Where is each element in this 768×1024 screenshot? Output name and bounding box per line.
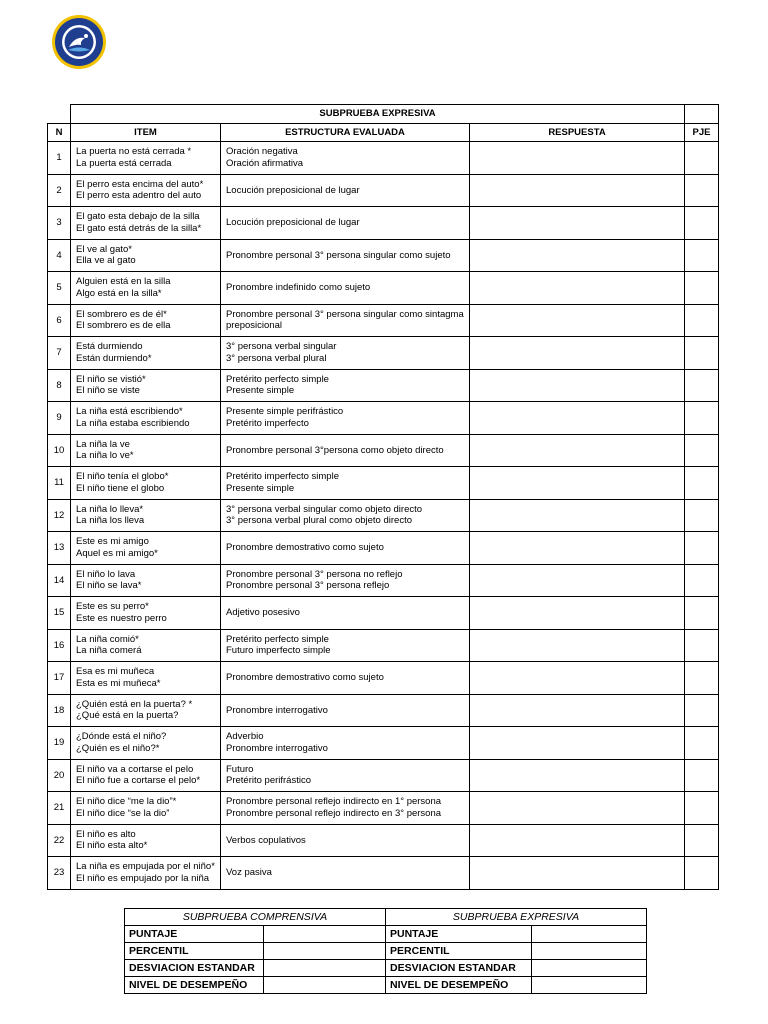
score-cell (685, 239, 719, 272)
item-sentence: El gato esta debajo de la silla (76, 211, 200, 223)
item-sentences (71, 142, 221, 175)
item-sentence: El niño es alto (76, 828, 136, 840)
response-cell (470, 239, 685, 272)
col-header-respuesta: RESPUESTA (470, 124, 685, 142)
response-cell (470, 304, 685, 337)
item-sentence: La niña es empujada por el niño* (76, 861, 215, 873)
item-sentence: La niña estaba escribiendo (76, 417, 190, 429)
table-row (48, 207, 719, 240)
score-cell (685, 207, 719, 240)
structure-line: Pronombre interrogativo (226, 704, 328, 716)
summary-right-value (532, 926, 647, 943)
table-row (48, 434, 719, 467)
item-sentence: El niño se vistió* (76, 373, 146, 385)
table-row (48, 337, 719, 370)
evaluated-structure (221, 142, 470, 175)
structure-line: 3° persona verbal plural (226, 352, 327, 364)
item-sentence: El gato está detrás de la silla* (76, 222, 202, 234)
summary-scores-table (124, 908, 647, 994)
table-row (48, 564, 719, 597)
score-cell (685, 629, 719, 662)
item-number: 11 (48, 467, 71, 500)
structure-line: Oración afirmativa (226, 157, 304, 169)
summary-left-title: SUBPRUEBA COMPRENSIVA (125, 909, 386, 926)
summary-row (125, 943, 647, 960)
item-sentence: Están durmiendo* (76, 352, 152, 364)
summary-left-label: PUNTAJE (125, 926, 264, 943)
response-cell (470, 662, 685, 695)
item-number: 21 (48, 792, 71, 825)
structure-line: Pronombre demostrativo como sujeto (226, 672, 384, 683)
evaluated-structure (221, 304, 470, 337)
item-number: 9 (48, 402, 71, 435)
response-cell (470, 369, 685, 402)
score-cell (685, 337, 719, 370)
item-sentences (71, 662, 221, 695)
item-sentence: Está durmiendo (76, 341, 143, 353)
evaluated-structure (221, 597, 470, 630)
summary-left-value (264, 943, 386, 960)
evaluated-structure (221, 694, 470, 727)
item-sentence: La niña lo lleva* (76, 503, 144, 515)
score-cell (685, 532, 719, 565)
structure-line: Verbos copulativos (226, 834, 306, 846)
response-cell (470, 857, 685, 890)
item-sentence: El perro esta encima del auto* (76, 178, 204, 190)
structure-line: Voz pasiva (226, 867, 272, 878)
item-number: 18 (48, 694, 71, 727)
table-row (48, 759, 719, 792)
summary-right-value (532, 977, 647, 994)
item-sentences (71, 759, 221, 792)
structure-line: Pronombre indefinido como sujeto (226, 282, 371, 293)
table-row (48, 499, 719, 532)
score-cell (685, 434, 719, 467)
item-number: 19 (48, 727, 71, 760)
item-sentences (71, 694, 221, 727)
structure-line: Pretérito perfecto simple (226, 373, 329, 385)
score-cell (685, 792, 719, 825)
evaluated-structure (221, 857, 470, 890)
score-cell (685, 369, 719, 402)
item-sentences (71, 304, 221, 337)
item-sentence: El niño fue a cortarse el pelo* (76, 775, 201, 787)
item-sentence: La niña comió* (76, 633, 139, 645)
summary-right-label: PUNTAJE (386, 926, 532, 943)
table-row (48, 727, 719, 760)
structure-line: Pronombre personal 3° persona singular como sintagma (226, 308, 464, 320)
score-cell (685, 174, 719, 207)
item-sentence: Este es mi amigo (76, 536, 149, 548)
summary-left-label: PERCENTIL (125, 943, 264, 960)
item-sentences (71, 629, 221, 662)
item-sentence: La niña está escribiendo* (76, 406, 183, 418)
structure-line: Oración negativa (226, 146, 298, 158)
summary-right-title: SUBPRUEBA EXPRESIVA (386, 909, 647, 926)
summary-left-value (264, 977, 386, 994)
structure-line: Pronombre personal 3° persona singular como sujeto (226, 249, 451, 261)
table-row (48, 857, 719, 890)
structure-line: Pronombre interrogativo (226, 742, 328, 754)
item-sentences (71, 499, 221, 532)
evaluated-structure (221, 532, 470, 565)
item-number: 2 (48, 174, 71, 207)
structure-line: 3° persona verbal plural como objeto directo (226, 515, 412, 527)
structure-line: Pretérito perfecto simple (226, 633, 329, 645)
evaluated-structure (221, 272, 470, 305)
item-sentence: ¿Dónde está el niño? (76, 731, 167, 743)
response-cell (470, 759, 685, 792)
structure-line: Pretérito imperfecto (226, 417, 309, 429)
evaluated-structure (221, 499, 470, 532)
table-row (48, 239, 719, 272)
evaluated-structure (221, 727, 470, 760)
summary-left-label: DESVIACION ESTANDAR (125, 960, 264, 977)
response-cell (470, 727, 685, 760)
item-sentence: Este es nuestro perro (76, 612, 167, 624)
table-row (48, 824, 719, 857)
item-number: 10 (48, 434, 71, 467)
summary-right-value (532, 943, 647, 960)
item-number: 5 (48, 272, 71, 305)
score-cell (685, 857, 719, 890)
item-sentence: El niño tenía el globo* (76, 471, 169, 483)
item-sentence: La puerta está cerrada (76, 157, 172, 169)
item-sentence: El perro esta adentro del auto (76, 190, 202, 202)
evaluated-structure (221, 207, 470, 240)
response-cell (470, 402, 685, 435)
item-sentences (71, 857, 221, 890)
item-sentence: La niña comerá (76, 645, 142, 657)
item-number: 1 (48, 142, 71, 175)
item-sentence: Alguien está en la silla (76, 276, 171, 288)
table-body (48, 142, 719, 890)
response-cell (470, 792, 685, 825)
response-cell (470, 694, 685, 727)
evaluated-structure (221, 174, 470, 207)
item-number: 3 (48, 207, 71, 240)
structure-line: Pronombre personal reflejo indirecto en 1° persona (226, 796, 442, 808)
item-sentence: La niña lo ve* (76, 450, 134, 462)
score-cell (685, 824, 719, 857)
item-number: 20 (48, 759, 71, 792)
item-sentence: Este es su perro* (76, 601, 149, 613)
summary-row (125, 960, 647, 977)
table-row (48, 304, 719, 337)
response-cell (470, 499, 685, 532)
evaluated-structure (221, 759, 470, 792)
table-row (48, 467, 719, 500)
item-sentences (71, 272, 221, 305)
item-sentence: El sombrero es de él* (76, 308, 167, 320)
item-sentence: Algo está en la silla* (76, 287, 162, 299)
score-cell (685, 467, 719, 500)
item-sentences (71, 402, 221, 435)
structure-line: Presente simple (226, 385, 295, 397)
item-sentence: El niño dice “me la dio”* (76, 796, 177, 808)
structure-line: Futuro imperfecto simple (226, 645, 331, 657)
table-row (48, 272, 719, 305)
item-number: 15 (48, 597, 71, 630)
title-spacer-right (685, 105, 719, 124)
item-sentence: El niño se viste (76, 385, 140, 397)
expressive-subtest-table (47, 104, 719, 890)
item-number: 14 (48, 564, 71, 597)
institution-seal-logo (51, 14, 107, 70)
response-cell (470, 532, 685, 565)
structure-line: Adjetivo posesivo (226, 607, 300, 618)
item-sentence: ¿Qué está en la puerta? (76, 710, 179, 722)
structure-line: preposicional (226, 320, 282, 332)
response-cell (470, 597, 685, 630)
structure-line: Pronombre personal 3° persona no reflejo (226, 568, 403, 580)
item-sentences (71, 532, 221, 565)
structure-line: Locución preposicional de lugar (226, 217, 360, 228)
item-sentences (71, 792, 221, 825)
evaluated-structure (221, 467, 470, 500)
col-header-pje: PJE (685, 124, 719, 142)
table-row (48, 142, 719, 175)
structure-line: Adverbio (226, 731, 264, 743)
item-sentence: El niño lo lava (76, 568, 136, 580)
item-sentence: El ve al gato* (76, 243, 132, 255)
structure-line: Locución preposicional de lugar (226, 184, 360, 196)
item-sentences (71, 727, 221, 760)
table-row (48, 174, 719, 207)
evaluated-structure (221, 824, 470, 857)
response-cell (470, 434, 685, 467)
col-header-n: N (48, 124, 71, 142)
score-cell (685, 662, 719, 695)
table-row (48, 369, 719, 402)
table-title: SUBPRUEBA EXPRESIVA (71, 105, 685, 124)
score-cell (685, 759, 719, 792)
item-sentences (71, 824, 221, 857)
evaluated-structure (221, 629, 470, 662)
item-sentence: ¿Quién está en la puerta? * (76, 698, 193, 710)
summary-right-label: DESVIACION ESTANDAR (386, 960, 532, 977)
item-sentence: El niño dice “se la dio” (76, 807, 170, 819)
evaluated-structure (221, 564, 470, 597)
response-cell (470, 824, 685, 857)
score-cell (685, 564, 719, 597)
table-row (48, 402, 719, 435)
item-sentence: Aquel es mi amigo* (76, 547, 158, 559)
item-sentences (71, 174, 221, 207)
response-cell (470, 142, 685, 175)
summary-right-value (532, 960, 647, 977)
score-cell (685, 499, 719, 532)
summary-left-value (264, 926, 386, 943)
structure-line: Presente simple (226, 482, 295, 494)
score-cell (685, 272, 719, 305)
structure-line: 3° persona verbal singular (226, 341, 337, 353)
summary-right-label: PERCENTIL (386, 943, 532, 960)
item-sentence: La niña la ve (76, 438, 130, 450)
item-sentences (71, 337, 221, 370)
score-cell (685, 402, 719, 435)
item-number: 7 (48, 337, 71, 370)
table-row (48, 629, 719, 662)
score-cell (685, 304, 719, 337)
evaluated-structure (221, 369, 470, 402)
item-sentence: La niña los lleva (76, 515, 145, 527)
table-row (48, 597, 719, 630)
item-number: 16 (48, 629, 71, 662)
item-sentence: La puerta no está cerrada * (76, 146, 192, 158)
structure-line: Pronombre personal 3° persona reflejo (226, 580, 390, 592)
item-sentences (71, 369, 221, 402)
structure-line: Futuro (226, 763, 254, 775)
response-cell (470, 337, 685, 370)
evaluated-structure (221, 792, 470, 825)
item-sentence: El niño tiene el globo (76, 482, 165, 494)
item-sentences (71, 597, 221, 630)
item-sentence: Esta es mi muñeca* (76, 677, 161, 689)
evaluated-structure (221, 337, 470, 370)
item-number: 22 (48, 824, 71, 857)
structure-line: Pretérito perifrástico (226, 775, 312, 787)
item-sentences (71, 434, 221, 467)
response-cell (470, 467, 685, 500)
score-cell (685, 142, 719, 175)
summary-left-value (264, 960, 386, 977)
item-number: 4 (48, 239, 71, 272)
item-number: 8 (48, 369, 71, 402)
item-sentence: El niño va a cortarse el pelo (76, 763, 194, 775)
score-cell (685, 597, 719, 630)
table-row (48, 694, 719, 727)
item-sentences (71, 207, 221, 240)
response-cell (470, 272, 685, 305)
summary-row (125, 977, 647, 994)
item-sentence: El sombrero es de ella (76, 320, 171, 332)
evaluated-structure (221, 239, 470, 272)
summary-right-label: NIVEL DE DESEMPEÑO (386, 977, 532, 994)
structure-line: Pronombre personal 3°persona como objeto directo (226, 444, 444, 456)
response-cell (470, 564, 685, 597)
item-sentence: Esa es mi muñeca (76, 666, 155, 678)
response-cell (470, 174, 685, 207)
structure-line: 3° persona verbal singular como objeto directo (226, 503, 423, 515)
item-number: 17 (48, 662, 71, 695)
table-row (48, 532, 719, 565)
structure-line: Presente simple perifrástico (226, 406, 344, 418)
item-sentences (71, 564, 221, 597)
item-sentence: El niño esta alto* (76, 840, 148, 852)
col-header-item: ITEM (71, 124, 221, 142)
evaluated-structure (221, 434, 470, 467)
item-number: 13 (48, 532, 71, 565)
evaluated-structure (221, 662, 470, 695)
item-sentences (71, 467, 221, 500)
response-cell (470, 207, 685, 240)
item-sentence: Ella ve al gato (76, 255, 136, 267)
title-spacer (48, 105, 71, 124)
item-sentence: El niño es empujado por la niña (76, 872, 210, 884)
table-row (48, 792, 719, 825)
col-header-estructura: ESTRUCTURA EVALUADA (221, 124, 470, 142)
item-number: 6 (48, 304, 71, 337)
item-sentence: El niño se lava* (76, 580, 142, 592)
summary-left-label: NIVEL DE DESEMPEÑO (125, 977, 264, 994)
item-sentence: ¿Quién es el niño?* (76, 742, 160, 754)
evaluated-structure (221, 402, 470, 435)
summary-row (125, 926, 647, 943)
score-cell (685, 694, 719, 727)
structure-line: Pronombre demostrativo como sujeto (226, 542, 384, 553)
score-cell (685, 727, 719, 760)
response-cell (470, 629, 685, 662)
item-number: 12 (48, 499, 71, 532)
item-sentences (71, 239, 221, 272)
structure-line: Pretérito imperfecto simple (226, 471, 339, 483)
table-row (48, 662, 719, 695)
item-number: 23 (48, 857, 71, 890)
structure-line: Pronombre personal reflejo indirecto en 3° persona (226, 807, 442, 819)
